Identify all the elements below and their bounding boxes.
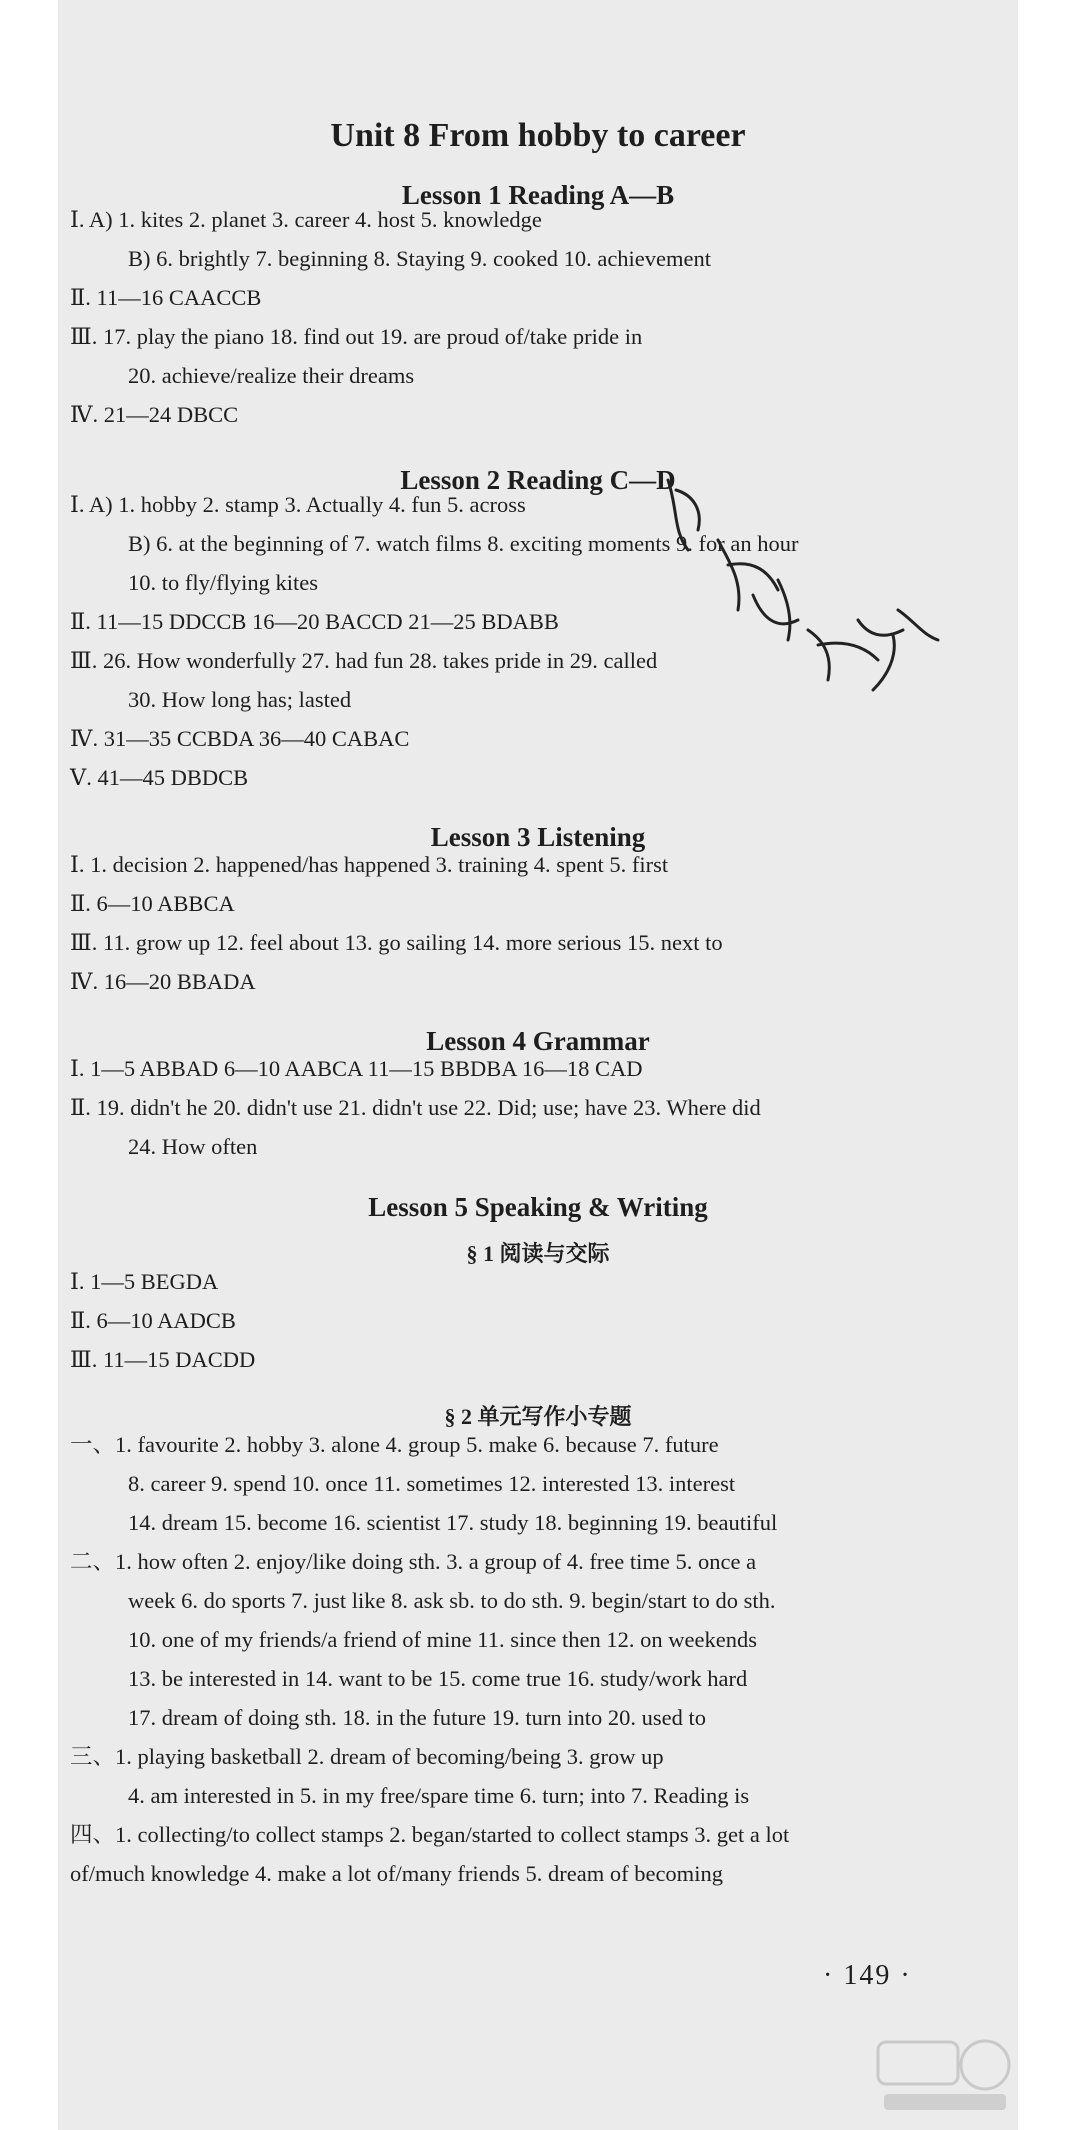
watermark-logo [870,2030,1020,2120]
answer-line: Ⅳ. 21—24 DBCC [70,402,239,427]
lesson-3-title: Lesson 3 Listening [430,822,646,852]
answer-line: Ⅱ. 6—10 AADCB [70,1308,236,1333]
answer-key-page [58,0,1018,2130]
answer-line: Ⅲ. 26. How wonderfully 27. had fun 28. takes pride in 29. called [70,648,658,673]
lesson-4-title: Lesson 4 Grammar [426,1026,650,1056]
answer-line: 4. am interested in 5. in my free/spare time 6. turn; into 7. Reading is [128,1783,750,1808]
answer-line: 8. career 9. spend 10. once 11. sometimes 12. interested 13. interest [128,1471,736,1496]
answer-line: 13. be interested in 14. want to be 15. come true 16. study/work hard [128,1666,748,1691]
answer-line: Ⅰ. 1—5 ABBAD 6—10 AABCA 11—15 BBDBA 16—18 CAD [70,1056,643,1081]
answer-line: B) 6. at the beginning of 7. watch films 8. exciting moments 9. for an hour [128,531,799,556]
lesson-5-title: Lesson 5 Speaking & Writing [368,1192,708,1222]
answer-line: Ⅱ. 19. didn't he 20. didn't use 21. didn't use 22. Did; use; have 23. Where did [70,1095,761,1120]
answer-line: Ⅰ. 1. decision 2. happened/has happened 3. training 4. spent 5. first [70,852,669,877]
page-number: · 149 · [823,1960,912,1991]
answer-line: 20. achieve/realize their dreams [128,363,415,388]
answer-line: Ⅲ. 17. play the piano 18. find out 19. are proud of/take pride in [70,324,643,349]
answer-line: week 6. do sports 7. just like 8. ask sb. to do sth. 9. begin/start to do sth. [128,1588,776,1613]
answer-line: 二、1. how often 2. enjoy/like doing sth. 3. a group of 4. free time 5. once a [70,1549,757,1574]
unit-title: Unit 8 From hobby to career [330,117,746,154]
answer-line: Ⅰ. 1—5 BEGDA [70,1269,219,1294]
answer-line: Ⅲ. 11—15 DACDD [70,1347,256,1372]
answer-line: 30. How long has; lasted [128,687,352,712]
section-1-title: § 1 阅读与交际 [466,1241,610,1266]
answer-line: Ⅳ. 31—35 CCBDA 36—40 CABAC [70,726,410,751]
answer-line: Ⅱ. 6—10 ABBCA [70,891,235,916]
lesson-1-title: Lesson 1 Reading A—B [401,180,675,210]
answer-line: Ⅰ. A) 1. kites 2. planet 3. career 4. host 5. knowledge [70,207,542,232]
answer-line: 一、1. favourite 2. hobby 3. alone 4. group 5. make 6. because 7. future [70,1432,719,1457]
answer-line: 24. How often [128,1134,258,1159]
answer-line: 10. to fly/flying kites [128,570,318,595]
answer-line: Ⅳ. 16—20 BBADA [70,969,256,994]
answer-line: 14. dream 15. become 16. scientist 17. study 18. beginning 19. beautiful [128,1510,778,1535]
answer-line: Ⅱ. 11—15 DDCCB 16—20 BACCD 21—25 BDABB [70,609,559,634]
answer-line: B) 6. brightly 7. beginning 8. Staying 9. cooked 10. achievement [128,246,712,271]
answer-line: Ⅱ. 11—16 CAACCB [70,285,262,310]
answer-line: Ⅴ. 41—45 DBDCB [70,765,249,790]
section-2-title: § 2 单元写作小专题 [444,1404,632,1429]
handwriting-scribble [658,470,948,700]
lesson-2-title: Lesson 2 Reading C—D [400,465,676,495]
answer-line: Ⅲ. 11. grow up 12. feel about 13. go sailing 14. more serious 15. next to [70,930,723,955]
answer-line: of/much knowledge 4. make a lot of/many friends 5. dream of becoming [70,1861,723,1886]
answer-line: 10. one of my friends/a friend of mine 11. since then 12. on weekends [128,1627,758,1652]
answer-line: 17. dream of doing sth. 18. in the future 19. turn into 20. used to [128,1705,707,1730]
answer-line: 四、1. collecting/to collect stamps 2. began/started to collect stamps 3. get a lot [70,1822,790,1847]
answer-line: 三、1. playing basketball 2. dream of becoming/being 3. grow up [70,1744,664,1769]
answer-line: Ⅰ. A) 1. hobby 2. stamp 3. Actually 4. fun 5. across [70,492,526,517]
